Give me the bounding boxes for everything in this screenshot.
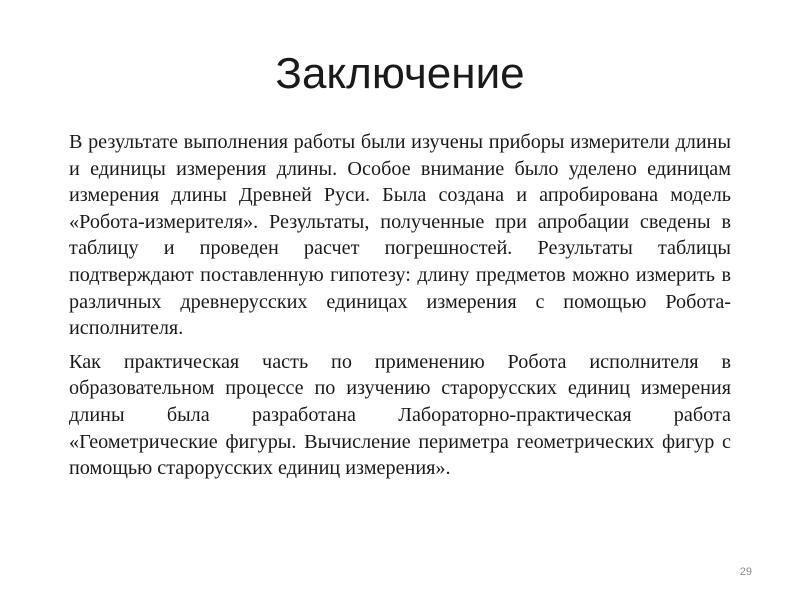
page-number: 29 [739,566,752,578]
body-paragraph: В результате выполнения работы были изучены приборы измерители длины и единицы измерения длины. Особое внимание было уделено единицам измерения длины Древней Руси. Была создана и апробирована модель «Робота-измерителя». Результаты, полученные при апробации сведены в таблицу и проведен расчет погрешностей. Результаты таблицы подтверждают поставленную гипотезу: длину предметов можно измерить в различных древнерусских единицах измерения с помощью Робота-исполнителя. [69,131,731,340]
slide-body [69,129,731,489]
body-paragraph: Как практическая часть по применению Робота исполнителя в образовательном процессе по изучению старорусских единиц измерения длины была разработана Лабораторно-практическая работа «Геометрические фигуры. Вычисление периметра геометрических фигур с помощью старорусских единиц измерения». [69,350,731,480]
slide-title: Заключение [275,49,525,98]
